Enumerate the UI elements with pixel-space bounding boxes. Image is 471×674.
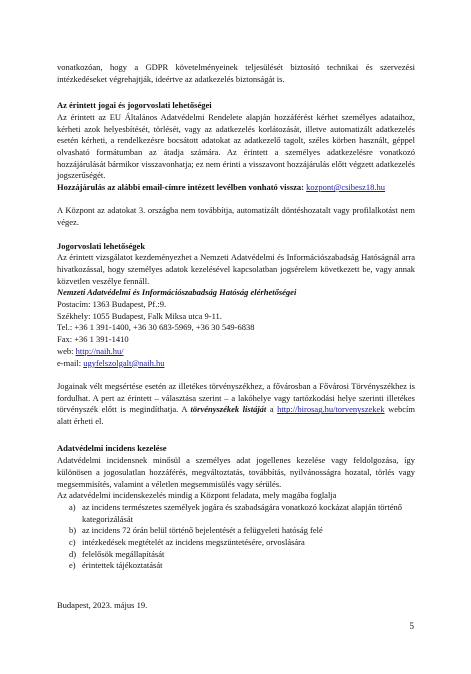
authority-phone: Tel.: +36 1 391-1400, +36 30 683-5969, +36 30 549-6838 — [57, 322, 255, 333]
list-marker: d) — [69, 548, 77, 559]
rights-section — [57, 100, 415, 194]
authority-email — [57, 358, 415, 370]
list-item — [69, 537, 415, 549]
list-text: intézkedések megtételét az incidens megszüntetésére, orvoslására — [82, 537, 305, 548]
list-marker: b) — [69, 525, 77, 536]
list-item — [69, 560, 415, 572]
incident-lead: Az adatvédelmi incidenskezelés mindig a Központ feladata, mely magába foglalja — [57, 490, 337, 501]
remedy-heading: Jogorvoslati lehetőségek — [57, 240, 146, 251]
authority-postal: Postacím: 1363 Budapest, Pf.:9. — [57, 299, 167, 310]
list-marker: c) — [69, 537, 76, 548]
court-middle: a — [266, 404, 278, 415]
court-end: webcím alatt érheti el. — [57, 404, 415, 427]
court-text: Jogainak vélt megsértése esetén az illetékes törvényszékhez, a fővárosban a Fővárosi Törvényszékhez is fordulhat. A pert az érintett – választása szerint – a lakóhelye vagy tartózkodási helye szerinti illetékes törvényszék előtt is megindíthatja. A — [57, 380, 415, 415]
email-label: e-mail: — [57, 357, 84, 368]
court-paragraph — [57, 381, 415, 428]
court-list-link[interactable]: http://birosag.hu/torvenyszekek — [277, 404, 385, 415]
incident-body: Adatvédelmi incidensnek minősül a személyes adat jogellenes kezelése vagy feldolgozása, így különösen a jogosulatlan hozzáférés, megváltoztatás, továbbítás, nyilvánosságra hozatal, törlés vagy megsemmisítés, valamint a véletlen megsemmisülés vagy sérülés. — [57, 455, 415, 489]
withdraw-email-link[interactable]: kozpont@csibesz18.hu — [306, 182, 386, 193]
naih-web-link[interactable]: http://naih.hu/ — [75, 345, 124, 356]
list-text: érintettek tájékoztatását — [82, 560, 163, 571]
rights-heading: Az érintett jogai és jogorvoslati lehetőségei — [57, 100, 212, 111]
transfer-paragraph: A Központ az adatokat 3. országba nem továbbítja, automatizált döntéshozatalt vagy profilalkotást nem végez. — [57, 205, 415, 228]
authority-fax: Fax: +36 1 391-1410 — [57, 334, 129, 345]
authority-title: Nemzeti Adatvédelmi és Információszabadság Hatóság elérhetőségei — [57, 287, 297, 298]
intro-paragraph: vonatkozóan, hogy a GDPR követelményeinek teljesülését biztosító technikai és szervezési intézkedéseket végrehajtják, ideértve az adatkezelés biztonságát is. — [57, 62, 415, 84]
remedy-body: Az érintett vizsgálatot kezdeményezhet a Nemzeti Adatvédelmi és Információszabadság Hatóságnál arra hivatkozással, hogy személyes adatok kezelésével kapcsolatban jogsérelem következett be, vagy annak közvetlen veszélye fennáll. — [57, 252, 415, 286]
incident-list — [57, 502, 415, 572]
list-text: felelősök megállapítását — [82, 548, 165, 559]
list-text: az incidens természetes személyek jogára és szabadságára vonatkozó kockázat alapján történő kategorizálását — [82, 501, 403, 524]
list-marker: a) — [69, 501, 76, 512]
page-number: 5 — [409, 621, 414, 631]
authority-web — [57, 346, 415, 358]
authority-seat: Székhely: 1055 Budapest, Falk Miksa utca 9-11. — [57, 310, 222, 321]
incident-heading: Adatvédelmi incidens kezelése — [57, 443, 167, 454]
remedy-section — [57, 241, 415, 370]
court-list-label: törvényszékek listáját — [190, 404, 267, 415]
list-item — [69, 548, 415, 561]
list-item — [69, 501, 415, 525]
incident-section — [57, 443, 415, 572]
list-text: az incidens 72 órán belül történő bejelentését a felügyeleti hatóság felé — [82, 525, 323, 536]
web-label: web: — [57, 345, 76, 356]
rights-body: Az érintett az EU Általános Adatvédelmi Rendelete alapján hozzáférést kérhet személyes adataihoz, kérheti azok helyesbítését, törlését, vagy az adatkezelés korlátozását, illetve automatizált adatkezelés esetén kérheti, a rendelkezésre bocsátott adatokat az adatkezelő tagolt, széles körben használt, géppel olvasható formátumban az átadja számára. Az érintett a személyes adatkezelésre vonatkozó hozzájárulását bármikor visszavonhatja; ez nem érinti a visszavont hozzájárulás előtt végzett adatkezelés jogszerűségét. — [57, 111, 415, 181]
withdraw-label: Hozzájárulás az alábbi email-címre intézett levélben vonható vissza: — [57, 182, 305, 193]
signature-date: Budapest, 2023. május 19. — [57, 599, 148, 610]
withdraw-line — [57, 182, 415, 194]
list-item — [69, 525, 415, 537]
list-marker: e) — [69, 560, 76, 571]
naih-email-link[interactable]: ugyfelszolgalt@naih.hu — [83, 357, 165, 368]
